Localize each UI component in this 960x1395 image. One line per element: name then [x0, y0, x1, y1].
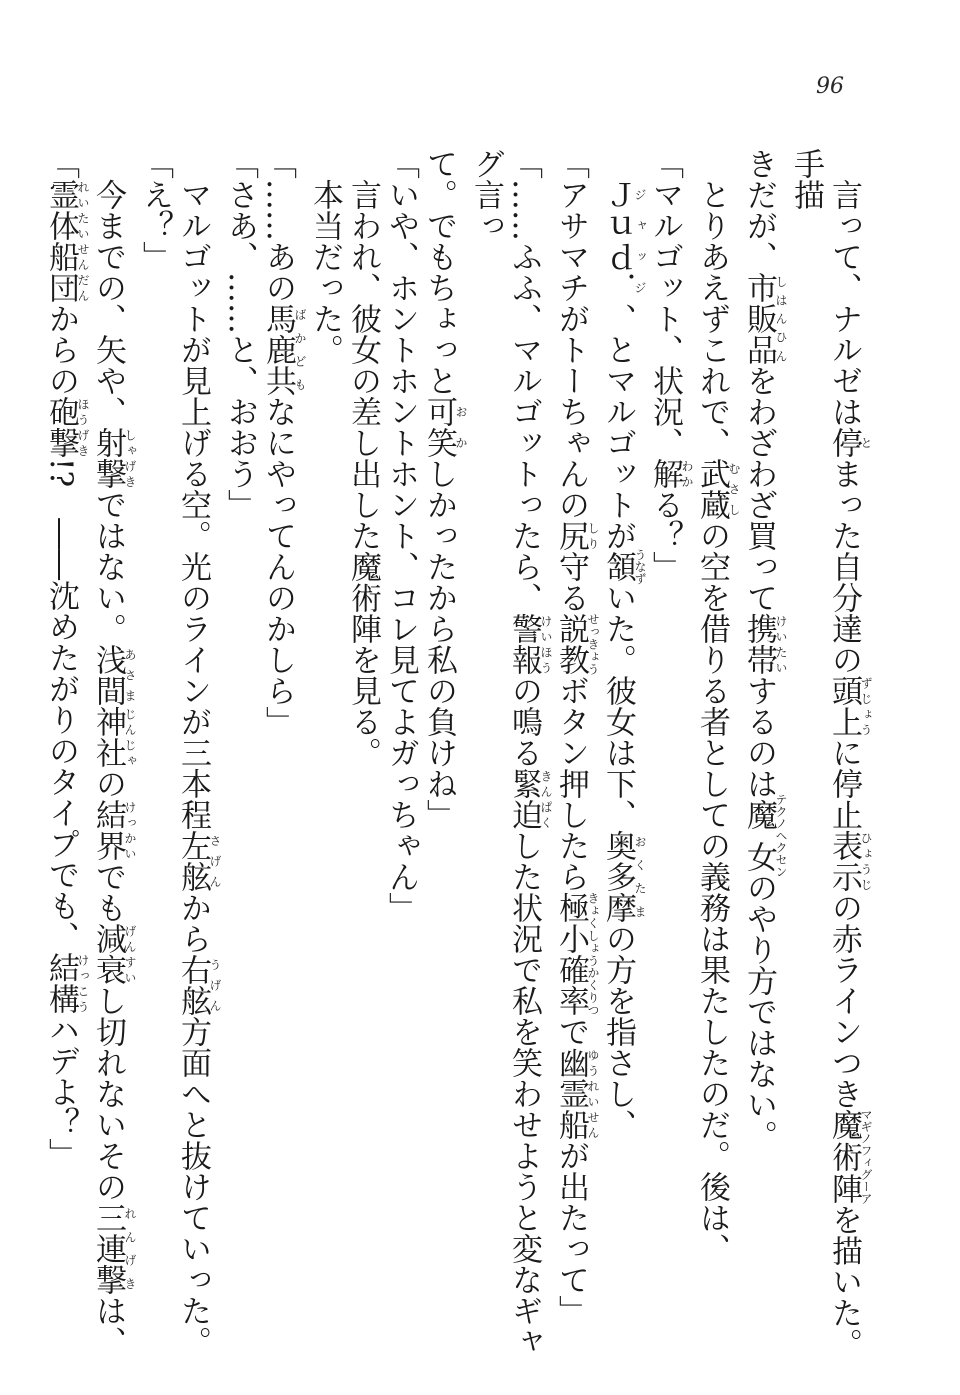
- ruby-annotation: 三連撃れんげき: [90, 1202, 137, 1295]
- ruby-annotation: 左舷さげん: [175, 830, 222, 892]
- text-line: Ｊｕｄ．ジャッジ、とマルゴットが頷うなずいた。彼女は下、奥多摩おくたまの方を指さし、: [600, 179, 647, 1140]
- text-line: 「アサマチがトーちゃんの尻しり守る説教せっきょうボタン押したら極小確率きょくしょうかくりつで幽霊船ゆうれいせんが出たって」: [553, 148, 600, 1326]
- page-number: 96: [816, 74, 844, 99]
- ruby-annotation: 結構けっこう: [43, 952, 90, 1015]
- ruby-annotation: 携帯けいたい: [741, 613, 788, 675]
- ruby-annotation: 魔女テクノヘクセン: [741, 793, 788, 878]
- ruby-annotation: 頷うなず: [600, 548, 647, 585]
- text-line: て。でもちょっと可笑おかしかったから私の負けね」: [421, 148, 468, 830]
- ruby-annotation: 解わか: [647, 458, 694, 489]
- ruby-annotation: 頭上ずじょう: [826, 675, 873, 737]
- text-line: 「え？」: [137, 148, 173, 272]
- text-line: 言って、ナルゼは停とまった自分達の頭上ずじょうに停止表示ひょうじの赤ラインつき魔術陣マギノフィグーアを描いた。手描: [788, 148, 873, 1359]
- ruby-annotation: 尻しり: [553, 520, 600, 551]
- ruby-annotation: 緊迫きんぱく: [506, 768, 553, 830]
- body-text: [43, 148, 873, 1363]
- ruby-annotation: 馬鹿共ばかども: [260, 303, 307, 396]
- ruby-annotation: 幽霊船ゆうれいせん: [553, 1047, 600, 1140]
- ruby-annotation: 奥多摩おくたま: [600, 830, 647, 923]
- text-line: 「……あの馬鹿共ばかどもなにやってんのかしら」: [260, 148, 307, 737]
- text-line: きだが、市販品しはんひんをわざわざ買って携帯けいたいするのは魔女テクノヘクセンのやり方ではない。: [741, 148, 788, 1151]
- text-line: 「さあ、……と、おおう」: [222, 148, 258, 520]
- ruby-annotation: 減衰げんすい: [90, 923, 137, 985]
- text-line: 「マルゴット、状況、解わかる？」: [647, 148, 694, 582]
- text-line: 今までの、矢や、射撃しゃげきではない。浅間あさま神社じんじゃの結界けっかいでも減衰げんすいし切れないその三連撃れんげきは、: [90, 179, 137, 1357]
- ruby-annotation: 停と: [826, 427, 873, 458]
- text-line: マルゴットが見上げる空。光のラインが三本程左舷さげんから右舷うげん方面へと抜けていった。: [175, 179, 222, 1357]
- ruby-annotation: 浅間あさま: [90, 644, 137, 706]
- ruby-annotation: 武蔵むさし: [694, 458, 741, 520]
- text-line: 言われ、彼女の差し出した魔術陣を見る。: [345, 179, 381, 768]
- ruby-annotation: Ｊｕｄ．ジャッジ: [600, 179, 647, 303]
- ruby-annotation: 射撃しゃげき: [90, 427, 137, 489]
- text-line: 「いや、ホントホントホント、コレ見てよガっちゃん」: [383, 148, 419, 923]
- ruby-annotation: 結界けっかい: [90, 799, 137, 861]
- text-line: 「霊体船団れいたいせんだんからの砲撃ほうげき!? ――沈めたがりのタイプでも、結構けっこうハデよ？」: [43, 148, 90, 1170]
- ruby-annotation: 可笑おか: [421, 396, 468, 458]
- ruby-annotation: 極小確率きょくしょうかくりつ: [553, 892, 600, 1016]
- ruby-annotation: 説教せっきょう: [553, 613, 600, 675]
- ruby-annotation: 霊体船団れいたいせんだん: [43, 179, 90, 303]
- ruby-annotation: 市販品しはんひん: [741, 272, 788, 365]
- text-line: 本当だった。: [307, 179, 343, 365]
- text-line: 「……ふふ、マルゴットったら、警報けいほうの鳴る緊迫きんぱくした状況で私を笑わせようと変なギャグ言っ: [468, 148, 553, 1357]
- text-line: とりあえずこれで、武蔵むさしの空を借りる者としての義務は果たしたのだ。後は、: [694, 179, 741, 1264]
- ruby-annotation: 右舷うげん: [175, 954, 222, 1016]
- ruby-annotation: 警報けいほう: [506, 613, 553, 675]
- ruby-annotation: 表示ひょうじ: [826, 830, 873, 892]
- ruby-annotation: 神社じんじゃ: [90, 706, 137, 768]
- ruby-annotation: 砲撃ほうげき: [43, 396, 90, 458]
- ruby-annotation: 魔術陣マギノフィグーア: [826, 1108, 873, 1205]
